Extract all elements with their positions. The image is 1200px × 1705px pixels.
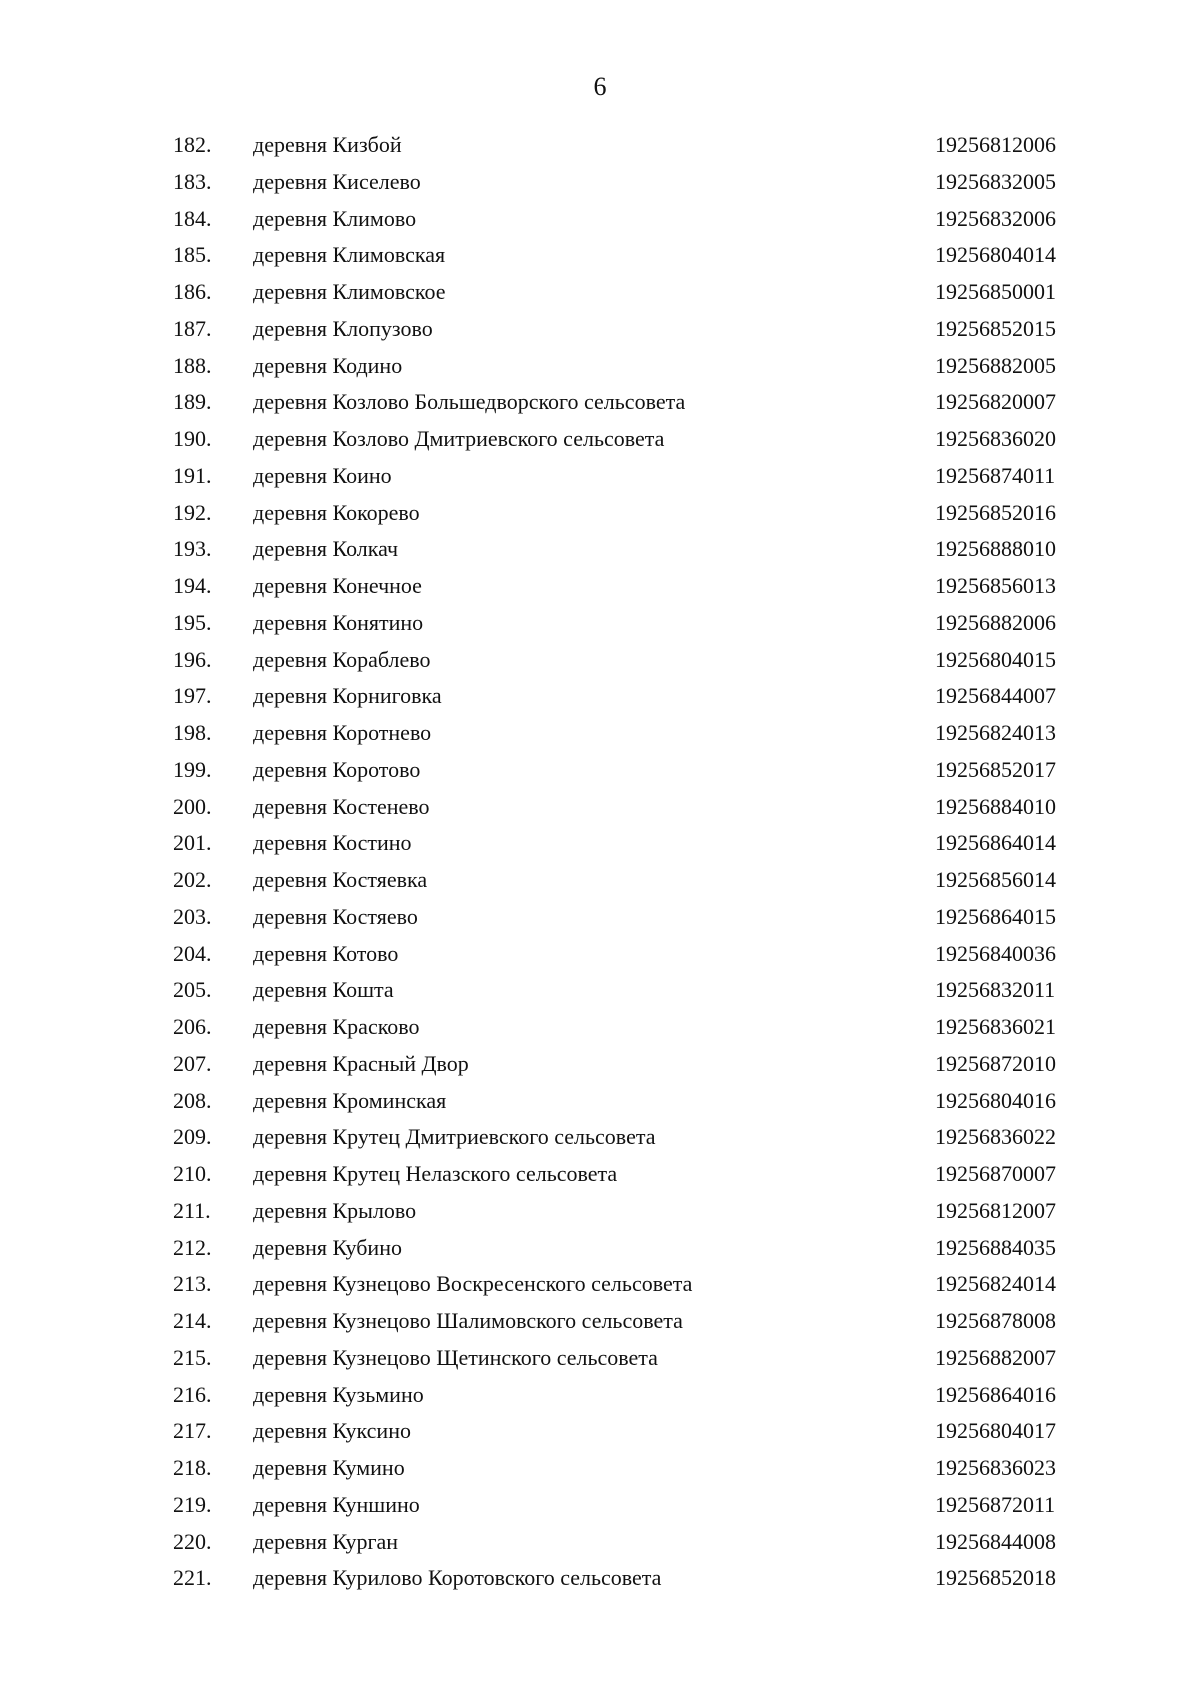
table-row [0, 1560, 1200, 1597]
settlement-name: деревня Коротнево [253, 720, 432, 745]
settlement-name: деревня Красково [253, 1014, 420, 1039]
table-row [0, 715, 1200, 752]
row-number: 204. [173, 940, 212, 966]
row-number: 210. [173, 1161, 212, 1186]
oktmo-code: 19256804016 [935, 1087, 1056, 1113]
oktmo-code: 19256804017 [935, 1418, 1056, 1444]
table-row [0, 1524, 1200, 1561]
oktmo-code: 19256832006 [935, 205, 1056, 231]
table-row [0, 495, 1200, 532]
settlement-name: деревня Конечное [253, 573, 422, 598]
row-number: 214. [173, 1308, 212, 1333]
oktmo-code: 19256832011 [935, 977, 1056, 1003]
oktmo-code: 19256812007 [935, 1197, 1056, 1223]
row-number: 218. [173, 1455, 212, 1480]
table-row [0, 311, 1200, 348]
row-number: 195. [173, 609, 212, 635]
oktmo-code: 19256874011 [935, 462, 1056, 488]
oktmo-code: 19256832005 [935, 168, 1056, 194]
row-number: 188. [173, 352, 212, 378]
oktmo-code: 19256836023 [935, 1455, 1056, 1480]
row-number: 217. [173, 1418, 212, 1444]
table-row [0, 237, 1200, 274]
row-number: 187. [173, 315, 212, 341]
oktmo-code: 19256856014 [935, 867, 1056, 892]
table-row [0, 531, 1200, 568]
row-number: 186. [173, 279, 212, 304]
oktmo-code: 19256836020 [935, 426, 1056, 451]
settlement-name: деревня Красный Двор [253, 1050, 469, 1076]
oktmo-code: 19256884035 [935, 1234, 1056, 1260]
settlement-name: деревня Куксино [253, 1418, 411, 1444]
settlement-name: деревня Костенево [253, 793, 430, 819]
oktmo-code: 19256864016 [935, 1381, 1056, 1407]
oktmo-code: 19256864014 [935, 830, 1056, 856]
oktmo-code: 19256840036 [935, 940, 1056, 966]
oktmo-code: 19256804015 [935, 646, 1056, 672]
settlement-name: деревня Кодино [253, 352, 403, 378]
settlement-name: деревня Кузнецово Воскресенского сельсовета [253, 1271, 693, 1297]
row-number: 212. [173, 1234, 212, 1260]
settlement-name: деревня Климово [253, 205, 417, 231]
settlement-name: деревня Козлово Большедворского сельсовета [253, 389, 686, 415]
row-number: 208. [173, 1087, 212, 1113]
table-row [0, 1083, 1200, 1120]
settlement-name: деревня Костяево [253, 903, 418, 929]
row-number: 211. [173, 1197, 211, 1223]
table-row [0, 348, 1200, 385]
table-row [0, 274, 1200, 311]
oktmo-code: 19256836022 [935, 1124, 1056, 1150]
settlement-name: деревня Кузьмино [253, 1381, 424, 1407]
oktmo-code: 19256870007 [935, 1161, 1056, 1186]
row-number: 215. [173, 1344, 212, 1370]
oktmo-code: 19256804014 [935, 242, 1056, 268]
row-number: 203. [173, 903, 212, 929]
row-number: 199. [173, 756, 212, 782]
table-row [0, 1413, 1200, 1450]
table-row [0, 164, 1200, 201]
settlement-name: деревня Кораблево [253, 646, 431, 672]
row-number: 216. [173, 1381, 212, 1407]
table-row [0, 862, 1200, 899]
row-number: 213. [173, 1271, 212, 1297]
table-row [0, 752, 1200, 789]
table-row [0, 1487, 1200, 1524]
oktmo-code: 19256820007 [935, 389, 1056, 415]
table-row [0, 1266, 1200, 1303]
row-number: 190. [173, 426, 212, 451]
settlement-name: деревня Колкач [253, 536, 399, 562]
settlement-name: деревня Коино [253, 462, 392, 488]
row-number: 183. [173, 168, 212, 194]
oktmo-code: 19256872010 [935, 1050, 1056, 1076]
table-row [0, 1450, 1200, 1487]
settlement-list [0, 127, 1200, 1597]
table-row [0, 458, 1200, 495]
oktmo-code: 19256882006 [935, 609, 1056, 635]
oktmo-code: 19256852018 [935, 1565, 1056, 1591]
table-row [0, 1303, 1200, 1340]
oktmo-code: 19256864015 [935, 903, 1056, 929]
row-number: 221. [173, 1565, 212, 1591]
table-row [0, 1377, 1200, 1414]
table-row [0, 678, 1200, 715]
settlement-name: деревня Климовское [253, 279, 446, 304]
row-number: 201. [173, 830, 212, 856]
table-row [0, 1046, 1200, 1083]
oktmo-code: 19256882007 [935, 1344, 1056, 1370]
row-number: 192. [173, 499, 212, 525]
settlement-name: деревня Киселево [253, 168, 421, 194]
settlement-name: деревня Кузнецово Щетинского сельсовета [253, 1344, 658, 1370]
table-row [0, 1340, 1200, 1377]
row-number: 193. [173, 536, 212, 562]
oktmo-code: 19256812006 [935, 132, 1056, 157]
page-number: 6 [593, 72, 607, 101]
row-number: 205. [173, 977, 212, 1003]
row-number: 209. [173, 1124, 212, 1150]
oktmo-code: 19256884010 [935, 793, 1056, 819]
oktmo-code: 19256852017 [935, 756, 1056, 782]
row-number: 194. [173, 573, 212, 598]
settlement-name: деревня Климовская [253, 242, 446, 268]
oktmo-code: 19256852016 [935, 499, 1056, 525]
oktmo-code: 19256844007 [935, 683, 1056, 709]
settlement-name: деревня Кузнецово Шалимовского сельсовета [253, 1308, 683, 1333]
settlement-name: деревня Курилово Коротовского сельсовета [253, 1565, 662, 1591]
table-row [0, 1156, 1200, 1193]
table-row [0, 936, 1200, 973]
table-row [0, 1230, 1200, 1267]
table-row [0, 421, 1200, 458]
table-row [0, 789, 1200, 826]
settlement-name: деревня Костино [253, 830, 412, 856]
settlement-name: деревня Котово [253, 940, 399, 966]
settlement-name: деревня Курган [253, 1528, 399, 1554]
oktmo-code: 19256850001 [935, 279, 1056, 304]
settlement-name: деревня Куншино [253, 1491, 420, 1517]
settlement-name: деревня Крылово [253, 1197, 417, 1223]
oktmo-code: 19256856013 [935, 573, 1056, 598]
settlement-name: деревня Крутец Дмитриевского сельсовета [253, 1124, 656, 1150]
row-number: 184. [173, 205, 212, 231]
row-number: 182. [173, 132, 212, 157]
oktmo-code: 19256878008 [935, 1308, 1056, 1333]
row-number: 206. [173, 1014, 212, 1039]
table-row [0, 605, 1200, 642]
oktmo-code: 19256824014 [935, 1271, 1056, 1297]
table-row [0, 1193, 1200, 1230]
table-row [0, 825, 1200, 862]
oktmo-code: 19256888010 [935, 536, 1056, 562]
settlement-name: деревня Козлово Дмитриевского сельсовета [253, 426, 665, 451]
table-row [0, 1119, 1200, 1156]
oktmo-code: 19256872011 [935, 1491, 1056, 1517]
settlement-name: деревня Коротово [253, 756, 421, 782]
table-row [0, 384, 1200, 421]
table-row [0, 1009, 1200, 1046]
oktmo-code: 19256824013 [935, 720, 1056, 745]
table-row [0, 972, 1200, 1009]
settlement-name: деревня Кубино [253, 1234, 402, 1260]
row-number: 196. [173, 646, 212, 672]
oktmo-code: 19256836021 [935, 1014, 1056, 1039]
table-row [0, 127, 1200, 164]
table-row [0, 568, 1200, 605]
row-number: 220. [173, 1528, 212, 1554]
table-row [0, 899, 1200, 936]
table-row [0, 201, 1200, 238]
settlement-name: деревня Кокорево [253, 499, 420, 525]
settlement-name: деревня Кроминская [253, 1087, 447, 1113]
settlement-name: деревня Кошта [253, 977, 394, 1003]
oktmo-code: 19256844008 [935, 1528, 1056, 1554]
oktmo-code: 19256852015 [935, 315, 1056, 341]
settlement-name: деревня Кумино [253, 1455, 405, 1480]
oktmo-code: 19256882005 [935, 352, 1056, 378]
row-number: 219. [173, 1491, 212, 1517]
settlement-name: деревня Конятино [253, 609, 424, 635]
settlement-name: деревня Корниговка [253, 683, 442, 709]
row-number: 202. [173, 867, 212, 892]
settlement-name: деревня Кизбой [253, 132, 402, 157]
settlement-name: деревня Клопузово [253, 315, 433, 341]
row-number: 200. [173, 793, 212, 819]
row-number: 198. [173, 720, 212, 745]
row-number: 185. [173, 242, 212, 268]
row-number: 197. [173, 683, 212, 709]
settlement-name: деревня Крутец Нелазского сельсовета [253, 1161, 618, 1186]
settlement-name: деревня Костяевка [253, 867, 428, 892]
row-number: 207. [173, 1050, 212, 1076]
row-number: 189. [173, 389, 212, 415]
table-row [0, 642, 1200, 679]
row-number: 191. [173, 462, 212, 488]
